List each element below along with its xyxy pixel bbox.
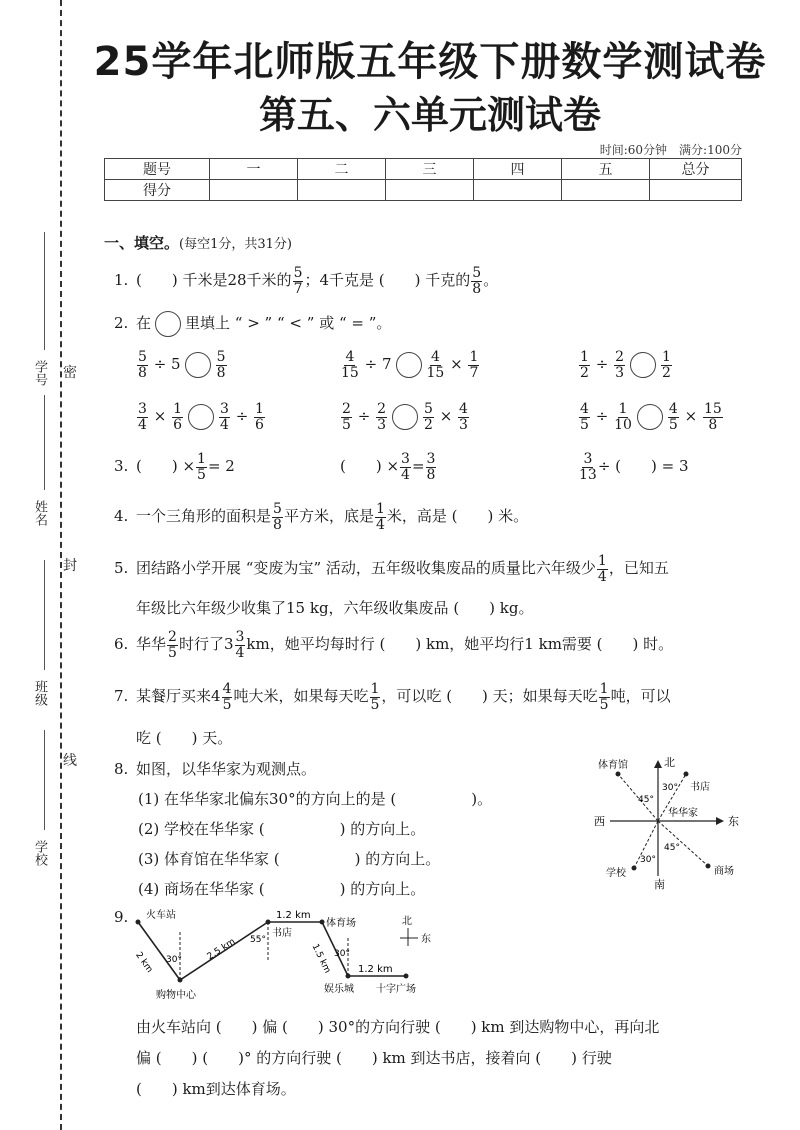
score-blank[interactable] bbox=[650, 180, 742, 201]
fraction bbox=[272, 502, 283, 532]
question-9-line2: 偏 ( ) ( )° 的方向行驶 ( ) km 到达书店，接着向 ( ) 行驶 bbox=[136, 1049, 612, 1067]
denominator: 3 bbox=[459, 416, 468, 433]
fraction bbox=[661, 350, 672, 380]
point-square bbox=[404, 974, 409, 979]
fraction bbox=[614, 402, 632, 432]
denominator: 3 bbox=[377, 416, 386, 433]
east-arrow-icon bbox=[716, 817, 724, 825]
numerator: 5 bbox=[216, 349, 226, 365]
q-text: ( ) × bbox=[136, 457, 196, 476]
compare-item bbox=[578, 402, 724, 432]
question-1 bbox=[114, 266, 498, 296]
q-text: 平方米，底是 bbox=[283, 507, 374, 526]
operator: × bbox=[439, 407, 453, 426]
numerator: 1 bbox=[580, 349, 589, 365]
angle-label: 30° bbox=[334, 949, 350, 959]
numerator: 2 bbox=[377, 401, 386, 417]
fraction bbox=[468, 350, 479, 380]
numerator: 1 bbox=[597, 553, 607, 569]
question-5-line2: 年级比六年级少收集了15 kg，六年级收集废品 ( ) kg。 bbox=[136, 599, 534, 617]
label-south: 南 bbox=[654, 878, 665, 891]
denominator: 15 bbox=[341, 364, 359, 381]
margin-fill-line bbox=[44, 730, 45, 830]
q-number: 5. bbox=[114, 559, 129, 578]
label-school: 学校 bbox=[606, 868, 626, 879]
answer-circle[interactable] bbox=[185, 352, 211, 378]
fraction bbox=[375, 502, 386, 532]
denominator: 7 bbox=[293, 280, 303, 297]
q-text: ( ) × bbox=[340, 457, 400, 476]
fraction bbox=[222, 682, 233, 712]
fraction bbox=[196, 452, 207, 482]
fraction bbox=[471, 266, 482, 296]
question-8-sub1: (1) 在华华家北偏东30°的方向上的是 ( )。 bbox=[138, 790, 493, 808]
fraction bbox=[614, 350, 625, 380]
q-number: 3. bbox=[114, 457, 129, 476]
margin-label-student-id: 学号 bbox=[32, 360, 47, 386]
operator: × bbox=[684, 407, 698, 426]
q-text: 某餐厅买来 bbox=[136, 687, 212, 706]
q-text: 一个三角形的面积是 bbox=[136, 507, 272, 526]
numerator: 3 bbox=[426, 451, 436, 467]
question-3 bbox=[114, 452, 235, 482]
denominator: 8 bbox=[708, 416, 718, 433]
denominator: 5 bbox=[599, 696, 609, 713]
section-note: (每空1分，共31分) bbox=[179, 237, 292, 252]
q-text: ( ) 千米是28千米的 bbox=[136, 271, 292, 290]
label-north: 北 bbox=[664, 756, 675, 769]
score-table-header-row bbox=[105, 159, 742, 180]
q-text: ；4千克是 ( ) 千克的 bbox=[304, 271, 471, 290]
denominator: 13 bbox=[579, 466, 597, 483]
answer-circle[interactable] bbox=[396, 352, 422, 378]
fraction bbox=[254, 402, 265, 432]
label-gym: 体育馆 bbox=[598, 760, 628, 771]
score-table bbox=[104, 158, 742, 201]
numerator: 1 bbox=[661, 349, 671, 365]
denominator: 3 bbox=[615, 364, 624, 381]
fraction bbox=[370, 682, 381, 712]
q-text: 吨，可以 bbox=[610, 687, 671, 706]
fraction bbox=[376, 402, 387, 432]
score-blank[interactable] bbox=[562, 180, 650, 201]
north-arrow-icon bbox=[654, 760, 662, 768]
q-text: 米，高是 ( ) 米。 bbox=[386, 507, 529, 526]
angle-label: 30° bbox=[662, 783, 678, 793]
denominator: 8 bbox=[472, 280, 482, 297]
q-text: ，已知五 bbox=[608, 559, 669, 578]
numerator: 1 bbox=[469, 349, 479, 365]
numerator: 4 bbox=[222, 681, 232, 697]
label-north: 北 bbox=[402, 916, 412, 927]
route-diagram bbox=[124, 904, 444, 1006]
fraction bbox=[423, 402, 434, 432]
distance-label: 2 km bbox=[133, 950, 155, 975]
label-mall: 商场 bbox=[714, 866, 734, 877]
question-8-sub2: (2) 学校在华华家 ( ) 的方向上。 bbox=[138, 820, 426, 838]
question-3-part bbox=[340, 452, 437, 482]
numerator: 1 bbox=[173, 401, 182, 417]
fraction bbox=[458, 402, 469, 432]
q-text: 时行了 bbox=[178, 635, 224, 654]
question-9-line3: ( ) km到达体育场。 bbox=[136, 1080, 296, 1098]
page-title: 25学年北师版五年级下册数学测试卷 bbox=[93, 39, 767, 85]
numerator: 2 bbox=[615, 349, 624, 365]
q-number: 1. bbox=[114, 271, 129, 290]
fraction bbox=[137, 402, 148, 432]
question-8 bbox=[114, 758, 316, 779]
fraction bbox=[235, 630, 246, 660]
numerator: 1 bbox=[618, 401, 628, 417]
denominator: 8 bbox=[138, 364, 147, 381]
fraction bbox=[219, 402, 230, 432]
question-7 bbox=[114, 682, 671, 712]
score-cell: 二 bbox=[298, 159, 386, 180]
numerator: 5 bbox=[423, 401, 433, 417]
fraction bbox=[216, 350, 227, 380]
numerator: 1 bbox=[255, 401, 264, 417]
compass-diagram bbox=[588, 752, 748, 892]
denominator: 8 bbox=[216, 364, 226, 381]
score-cell: 四 bbox=[474, 159, 562, 180]
score-cell: 题号 bbox=[105, 159, 210, 180]
numerator: 3 bbox=[401, 451, 410, 467]
denominator: 5 bbox=[342, 416, 351, 433]
numerator: 4 bbox=[580, 401, 589, 417]
question-8-sub3: (3) 体育馆在华华家 ( ) 的方向上。 bbox=[138, 850, 441, 868]
fraction bbox=[668, 402, 679, 432]
score-table-score-row bbox=[105, 180, 742, 201]
seal-char-feng: 封 bbox=[63, 558, 77, 574]
numerator: 1 bbox=[370, 681, 380, 697]
point-gym bbox=[320, 920, 325, 925]
fraction bbox=[579, 452, 597, 482]
question-3-part bbox=[578, 452, 689, 482]
point-mall bbox=[178, 978, 183, 983]
label-bookstore: 书店 bbox=[690, 782, 710, 793]
score-cell: 五 bbox=[562, 159, 650, 180]
question-6 bbox=[114, 630, 673, 660]
margin-label-school: 学校 bbox=[32, 840, 47, 866]
score-blank[interactable] bbox=[386, 180, 474, 201]
denominator: 2 bbox=[661, 364, 671, 381]
operator: ÷ 7 bbox=[364, 355, 392, 374]
label-east: 东 bbox=[421, 934, 431, 945]
answer-circle[interactable] bbox=[188, 404, 214, 430]
q-text: ÷ ( ) = 3 bbox=[597, 457, 689, 476]
question-4 bbox=[114, 502, 528, 532]
label-west: 西 bbox=[594, 815, 605, 828]
denominator: 6 bbox=[173, 416, 182, 433]
whole-number: 4 bbox=[211, 687, 221, 706]
angle-label: 30° bbox=[166, 955, 182, 965]
fraction bbox=[172, 402, 183, 432]
whole-number: 3 bbox=[223, 635, 234, 654]
q-text: 如图，以华华家为观测点。 bbox=[136, 760, 317, 778]
score-blank[interactable] bbox=[474, 180, 562, 201]
fraction bbox=[703, 402, 723, 432]
denominator: 4 bbox=[401, 466, 410, 483]
question-2 bbox=[114, 311, 391, 337]
fraction bbox=[579, 350, 590, 380]
operator: ÷ 5 bbox=[153, 355, 181, 374]
angle-label: 45° bbox=[638, 795, 654, 805]
fraction bbox=[579, 402, 590, 432]
denominator: 7 bbox=[469, 364, 479, 381]
label-mall: 购物中心 bbox=[156, 990, 196, 1001]
denominator: 5 bbox=[668, 416, 678, 433]
q-text: ，可以吃 ( ) 天；如果每天吃 bbox=[381, 687, 598, 706]
score-cell: 一 bbox=[210, 159, 298, 180]
point-school bbox=[632, 866, 637, 871]
question-9-line1: 由火车站向 ( ) 偏 ( ) 30°的方向行驶 ( ) km 到达购物中心，再向北 bbox=[136, 1018, 660, 1036]
fraction bbox=[426, 452, 437, 482]
numerator: 5 bbox=[273, 501, 282, 517]
angle-label: 45° bbox=[664, 843, 680, 853]
q-number: 4. bbox=[114, 507, 129, 526]
fraction bbox=[293, 266, 304, 296]
distance-label: 1.2 km bbox=[358, 964, 393, 975]
answer-circle[interactable] bbox=[155, 311, 181, 337]
numerator: 4 bbox=[459, 401, 468, 417]
denominator: 8 bbox=[426, 466, 436, 483]
question-8-sub4: (4) 商场在华华家 ( ) 的方向上。 bbox=[138, 880, 426, 898]
operator: ÷ bbox=[235, 407, 249, 426]
numerator: 3 bbox=[235, 629, 245, 645]
numerator: 2 bbox=[342, 401, 351, 417]
compare-item bbox=[136, 402, 266, 432]
q-number: 6. bbox=[114, 635, 129, 654]
page-subtitle: 第五、六单元测试卷 bbox=[258, 93, 601, 137]
operator: ÷ bbox=[595, 355, 609, 374]
margin-fill-line bbox=[44, 395, 45, 490]
distance-label: 1.2 km bbox=[276, 910, 311, 921]
denominator: 6 bbox=[255, 416, 264, 433]
fraction bbox=[137, 350, 148, 380]
margin-fill-line bbox=[44, 560, 45, 670]
label-gym: 体育场 bbox=[326, 918, 356, 929]
label-bookstore: 书店 bbox=[272, 928, 292, 939]
numerator: 1 bbox=[197, 451, 206, 467]
numerator: 4 bbox=[345, 349, 355, 365]
denominator: 4 bbox=[375, 516, 385, 533]
numerator: 5 bbox=[138, 349, 147, 365]
operator: × bbox=[450, 355, 463, 374]
label-station: 火车站 bbox=[146, 910, 176, 921]
margin-label-name: 姓名 bbox=[32, 500, 47, 526]
margin-label-class: 班级 bbox=[32, 680, 47, 706]
margin-fill-line bbox=[44, 232, 45, 350]
q-text: 在 bbox=[136, 314, 152, 332]
q-text: 团结路小学开展 “变废为宝” 活动，五年级收集废品的质量比六年级少 bbox=[136, 559, 596, 578]
score-cell: 三 bbox=[386, 159, 474, 180]
section-header bbox=[104, 232, 292, 253]
numerator: 15 bbox=[703, 401, 722, 417]
denominator: 2 bbox=[423, 416, 433, 433]
compare-item bbox=[340, 402, 470, 432]
fraction bbox=[341, 350, 359, 380]
numerator: 4 bbox=[668, 401, 678, 417]
numerator: 5 bbox=[293, 265, 303, 281]
distance-label: 2.5 km bbox=[205, 936, 238, 963]
score-cell: 得分 bbox=[105, 180, 210, 201]
answer-circle[interactable] bbox=[637, 404, 663, 430]
answer-circle[interactable] bbox=[392, 404, 418, 430]
question-9-number: 9. bbox=[114, 908, 129, 926]
fraction bbox=[400, 452, 411, 482]
denominator: 15 bbox=[426, 364, 445, 381]
score-blank[interactable] bbox=[210, 180, 298, 201]
q-number: 8. bbox=[114, 760, 129, 778]
question-5 bbox=[114, 554, 669, 584]
numerator: 1 bbox=[375, 501, 385, 517]
q-text: = bbox=[411, 457, 425, 476]
numerator: 1 bbox=[599, 681, 609, 697]
fraction bbox=[341, 402, 352, 432]
label-square: 十字广场 bbox=[376, 984, 416, 995]
exam-info: 时间:60分钟 满分:100分 bbox=[599, 143, 742, 157]
operator: × bbox=[153, 407, 167, 426]
denominator: 5 bbox=[580, 416, 589, 433]
denominator: 4 bbox=[235, 644, 245, 661]
numerator: 3 bbox=[219, 401, 229, 417]
compare-item bbox=[578, 350, 673, 380]
q-number: 7. bbox=[114, 687, 129, 706]
numerator: 3 bbox=[138, 401, 147, 417]
denominator: 8 bbox=[273, 516, 282, 533]
label-home: 华华家 bbox=[668, 808, 698, 819]
seal-char-xian: 线 bbox=[63, 753, 77, 769]
denominator: 5 bbox=[222, 696, 232, 713]
label-amusement: 娱乐城 bbox=[324, 984, 354, 995]
denominator: 5 bbox=[197, 466, 206, 483]
q-text: = 2 bbox=[207, 457, 235, 476]
compare-item bbox=[136, 350, 228, 380]
point-bookstore bbox=[684, 772, 689, 777]
angle-label: 55° bbox=[250, 935, 266, 945]
denominator: 5 bbox=[370, 696, 380, 713]
denominator: 4 bbox=[138, 416, 147, 433]
label-east: 东 bbox=[728, 815, 739, 828]
numerator: 2 bbox=[168, 629, 177, 645]
denominator: 4 bbox=[597, 568, 607, 585]
numerator: 4 bbox=[430, 349, 440, 365]
seal-char-mi: 密 bbox=[63, 365, 77, 381]
denominator: 4 bbox=[219, 416, 229, 433]
point-bookstore bbox=[266, 920, 271, 925]
section-title: 一、填空。 bbox=[104, 234, 180, 252]
fraction bbox=[167, 630, 178, 660]
denominator: 2 bbox=[580, 364, 589, 381]
point-gym bbox=[616, 772, 621, 777]
score-blank[interactable] bbox=[298, 180, 386, 201]
q-text: km，她平均每时行 ( ) km，她平均行1 km需要 ( ) 时。 bbox=[246, 635, 674, 654]
point-amusement bbox=[346, 974, 351, 979]
q-text: 吨大米，如果每天吃 bbox=[233, 687, 369, 706]
operator: ÷ bbox=[357, 407, 371, 426]
q-text: 华华 bbox=[136, 635, 167, 654]
denominator: 10 bbox=[614, 416, 632, 433]
operator: ÷ bbox=[595, 407, 609, 426]
angle-label: 30° bbox=[640, 855, 656, 865]
point-mall bbox=[706, 864, 711, 869]
q-number: 2. bbox=[114, 314, 129, 332]
denominator: 5 bbox=[168, 644, 177, 661]
compare-item bbox=[340, 350, 480, 380]
question-7-line2: 吃 ( ) 天。 bbox=[136, 729, 233, 747]
score-cell: 总分 bbox=[650, 159, 742, 180]
fraction bbox=[427, 350, 445, 380]
q-text: 。 bbox=[483, 271, 499, 290]
numerator: 5 bbox=[472, 265, 482, 281]
point-station bbox=[136, 920, 141, 925]
fraction bbox=[599, 682, 610, 712]
fraction bbox=[597, 554, 608, 584]
distance-label: 1.5 km bbox=[309, 942, 333, 975]
q-text: 里填上 “ > ” “ < ” 或 “ = ”。 bbox=[185, 314, 392, 332]
numerator: 3 bbox=[583, 451, 593, 467]
answer-circle[interactable] bbox=[630, 352, 656, 378]
binding-dashed-line bbox=[60, 0, 62, 1130]
